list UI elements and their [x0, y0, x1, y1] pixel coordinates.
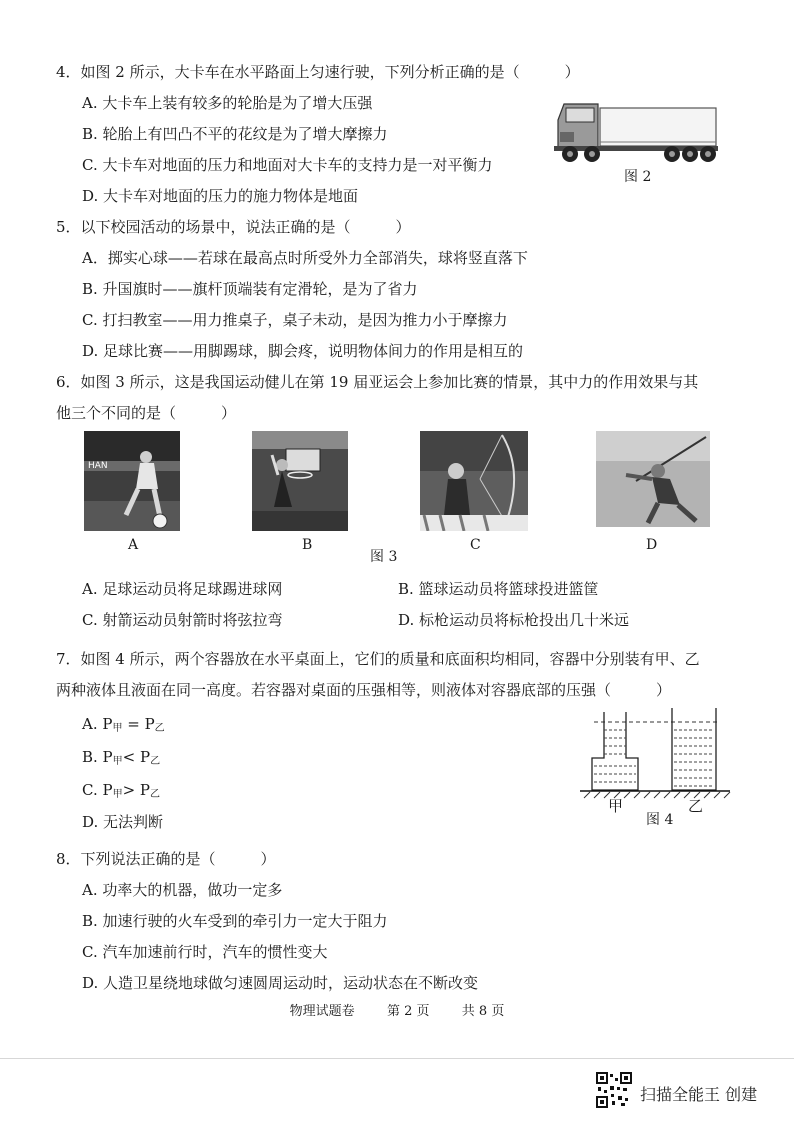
footer-total: 共 8 页	[461, 1004, 505, 1019]
q4-option-c: C. 大卡车对地面的压力和地面对大卡车的支持力是一对平衡力	[82, 156, 493, 174]
q5-stem: 5．以下校园活动的场景中，说法正确的是（ ）	[56, 218, 411, 236]
figure-3-caption: 图 3	[370, 549, 398, 565]
qr-code-icon	[596, 1072, 632, 1108]
q4-stem: 4．如图 2 所示，大卡车在水平路面上匀速行驶，下列分析正确的是（ ）	[56, 63, 580, 81]
q4-option-a: A. 大卡车上装有较多的轮胎是为了增大压强	[82, 94, 373, 112]
container-jia-label: 甲	[608, 797, 624, 815]
photo-a-soccer	[84, 431, 180, 531]
photo-d-label: D	[646, 537, 658, 553]
footer-subject: 物理试题卷	[289, 1004, 355, 1019]
bottom-divider	[0, 1058, 794, 1059]
q7-option-d: D. 无法判断	[82, 813, 164, 831]
q7-stem-line2: 两种液体且液面在同一高度。若容器对桌面的压强相等，则液体对容器底部的压强（ ）	[56, 681, 672, 699]
photo-d-javelin	[596, 431, 710, 527]
q6-option-b: B. 篮球运动员将篮球投进篮筐	[398, 580, 599, 598]
photo-a-banner-text: HAN	[88, 461, 108, 471]
q5-option-b: B. 升国旗时——旗杆顶端装有定滑轮，是为了省力	[82, 280, 418, 298]
scanner-watermark: 扫描全能王 创建	[640, 1085, 758, 1104]
page-footer	[0, 1000, 794, 1019]
figure-4-caption: 图 4	[646, 812, 674, 828]
photo-c-archery	[420, 431, 528, 531]
q7-option-c: C. $P_甲> P_乙$	[82, 781, 161, 800]
q7-stem-line1: 7．如图 4 所示，两个容器放在水平桌面上，它们的质量和底面积均相同，容器中分别装有甲、乙	[56, 650, 700, 668]
q7-option-a: A. $P_甲 = P_乙$	[82, 715, 165, 734]
photo-b-label: B	[302, 537, 313, 553]
container-yi-label: 乙	[688, 797, 704, 815]
q8-option-c: C. 汽车加速前行时，汽车的惯性变大	[82, 943, 328, 961]
q8-option-b: B. 加速行驶的火车受到的牵引力一定大于阻力	[82, 912, 388, 930]
truck-figure	[552, 98, 720, 166]
q6-option-a: A. 足球运动员将足球踢进球网	[82, 580, 283, 598]
q5-option-c: C. 打扫教室——用力推桌子，桌子未动，是因为推力小于摩擦力	[82, 311, 508, 329]
photo-c-label: C	[470, 537, 481, 553]
q6-option-d: D. 标枪运动员将标枪投出几十米远	[398, 611, 630, 629]
containers-figure	[576, 706, 734, 802]
q5-option-d: D. 足球比赛——用脚踢球，脚会疼，说明物体间力的作用是相互的	[82, 342, 524, 360]
q4-option-b: B. 轮胎上有凹凸不平的花纹是为了增大摩擦力	[82, 125, 388, 143]
q7-option-b: B. $P_甲< P_乙$	[82, 748, 161, 767]
q6-stem-line2: 他三个不同的是（ ）	[56, 404, 237, 422]
q5-option-a: A．掷实心球——若球在最高点时所受外力全部消失，球将竖直落下	[82, 249, 528, 267]
q8-option-a: A. 功率大的机器，做功一定多	[82, 881, 283, 899]
footer-page: 第 2 页	[386, 1004, 430, 1019]
q6-option-c: C. 射箭运动员射箭时将弦拉弯	[82, 611, 283, 629]
photo-a-label: A	[128, 537, 139, 553]
q6-stem-line1: 6．如图 3 所示，这是我国运动健儿在第 19 届亚运会上参加比赛的情景，其中力的作用效果与其	[56, 373, 699, 391]
photo-b-basketball	[252, 431, 348, 531]
q8-option-d: D. 人造卫星绕地球做匀速圆周运动时，运动状态在不断改变	[82, 974, 479, 992]
q8-stem: 8．下列说法正确的是（ ）	[56, 850, 276, 868]
figure-2-caption: 图 2	[624, 169, 652, 185]
q4-option-d: D. 大卡车对地面的压力的施力物体是地面	[82, 187, 359, 205]
